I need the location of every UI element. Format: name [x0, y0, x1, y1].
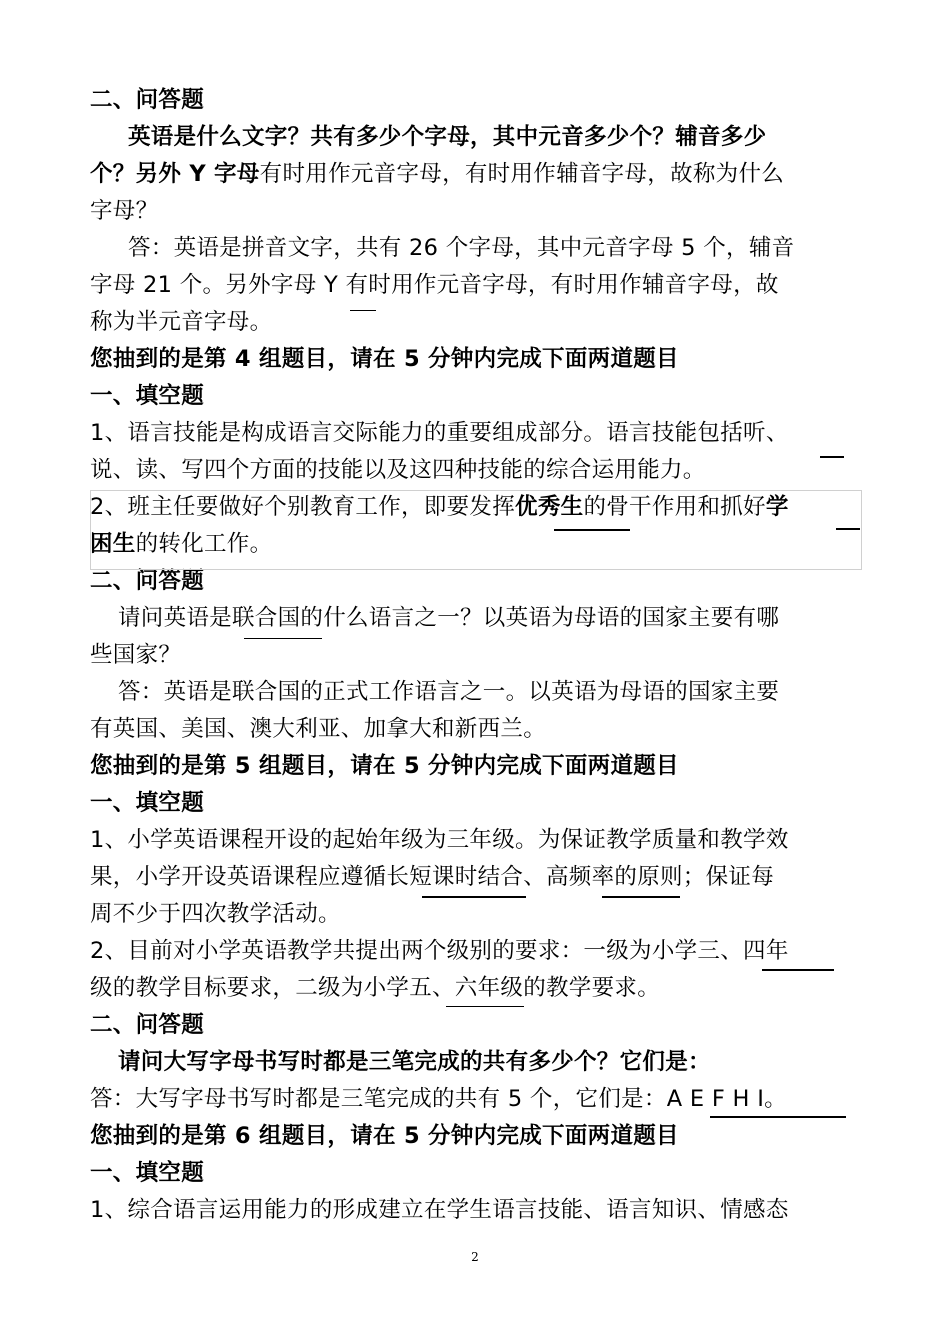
document-body: [90, 82, 862, 1229]
fill-line: 果，小学开设英语课程应遵循长短课时结合、高频率的原则；保证每: [90, 864, 775, 890]
question-line: [90, 156, 862, 193]
text-box-outline: [90, 490, 862, 570]
answer-line: 答：英语是拼音文字，共有 26 个字母，其中元音字母 5 个，辅音: [128, 235, 795, 261]
section-heading: 二、问答题: [90, 1012, 205, 1038]
fill-answer: 困生: [90, 531, 136, 557]
section-heading: 一、填空题: [90, 383, 205, 409]
underline: [602, 896, 680, 898]
underline: [836, 528, 860, 530]
fill-line: 1、综合语言运用能力的形成建立在学生语言技能、语言知识、情感态: [90, 1197, 789, 1223]
group-title: 您抽到的是第 6 组题目，请在 5 分钟内完成下面两道题目: [90, 1123, 679, 1149]
question-line: 请问英语是联合国的什么语言之一？以英语为母语的国家主要有哪: [118, 605, 780, 631]
page-number: 2: [471, 1250, 479, 1264]
underline: [554, 529, 630, 531]
underline: [244, 638, 322, 639]
question-line: 请问大写字母书写时都是三笔完成的共有多少个？它们是：: [118, 1049, 711, 1075]
fill-line: 周不少于四次教学活动。: [90, 901, 341, 927]
underline: [350, 310, 376, 311]
answer-line: 称为半元音字母。: [90, 309, 273, 335]
section-heading: 二、问答题: [90, 568, 205, 594]
underline: [446, 1006, 524, 1007]
underline: [710, 1116, 846, 1118]
question-text: 有时用作元音字母，有时用作辅音字母，故称为什么: [259, 161, 785, 187]
fill-answer: 学: [765, 494, 789, 520]
section-heading: 二、问答题: [90, 87, 205, 113]
question-line: 英语是什么文字？共有多少个字母，其中元音多少个？辅音多少: [128, 124, 767, 150]
group-title: 您抽到的是第 4 组题目，请在 5 分钟内完成下面两道题目: [90, 346, 679, 372]
fill-text: 的转化工作。: [135, 531, 273, 557]
section-heading: 一、填空题: [90, 1160, 205, 1186]
answer-line: 答：大写字母书写时都是三笔完成的共有 5 个，它们是：A E F H I。: [90, 1086, 787, 1112]
answer-line: 答：英语是联合国的正式工作语言之一。以英语为母语的国家主要: [118, 679, 780, 705]
answer-line: 字母 21 个。另外字母 Y 有时用作元音字母，有时用作辅音字母，故: [90, 272, 779, 298]
section-heading: 一、填空题: [90, 790, 205, 816]
underline: [762, 969, 834, 971]
group-title: 您抽到的是第 5 组题目，请在 5 分钟内完成下面两道题目: [90, 753, 679, 779]
question-bold: 个？另外 Y 字母: [90, 161, 260, 187]
fill-line: 说、读、写四个方面的技能以及这四种技能的综合运用能力。: [90, 457, 706, 483]
fill-line: 1、语言技能是构成语言交际能力的重要组成部分。语言技能包括听、: [90, 420, 789, 446]
fill-line: 2、目前对小学英语教学共提出两个级别的要求：一级为小学三、四年: [90, 938, 789, 964]
fill-answer: 优秀生: [515, 494, 584, 520]
answer-line: 有英国、美国、澳大利亚、加拿大和新西兰。: [90, 716, 547, 742]
question-line: 些国家？: [90, 642, 182, 668]
underline: [422, 896, 526, 898]
fill-text: 2、班主任要做好个别教育工作，即要发挥: [90, 494, 516, 520]
fill-line: 级的教学目标要求，二级为小学五、六年级的教学要求。: [90, 975, 661, 1001]
fill-text: 的骨干作用和抓好: [583, 494, 766, 520]
fill-line: 1、小学英语课程开设的起始年级为三年级。为保证教学质量和教学效: [90, 827, 789, 853]
underline: [820, 456, 844, 458]
question-line: 字母？: [90, 198, 159, 224]
